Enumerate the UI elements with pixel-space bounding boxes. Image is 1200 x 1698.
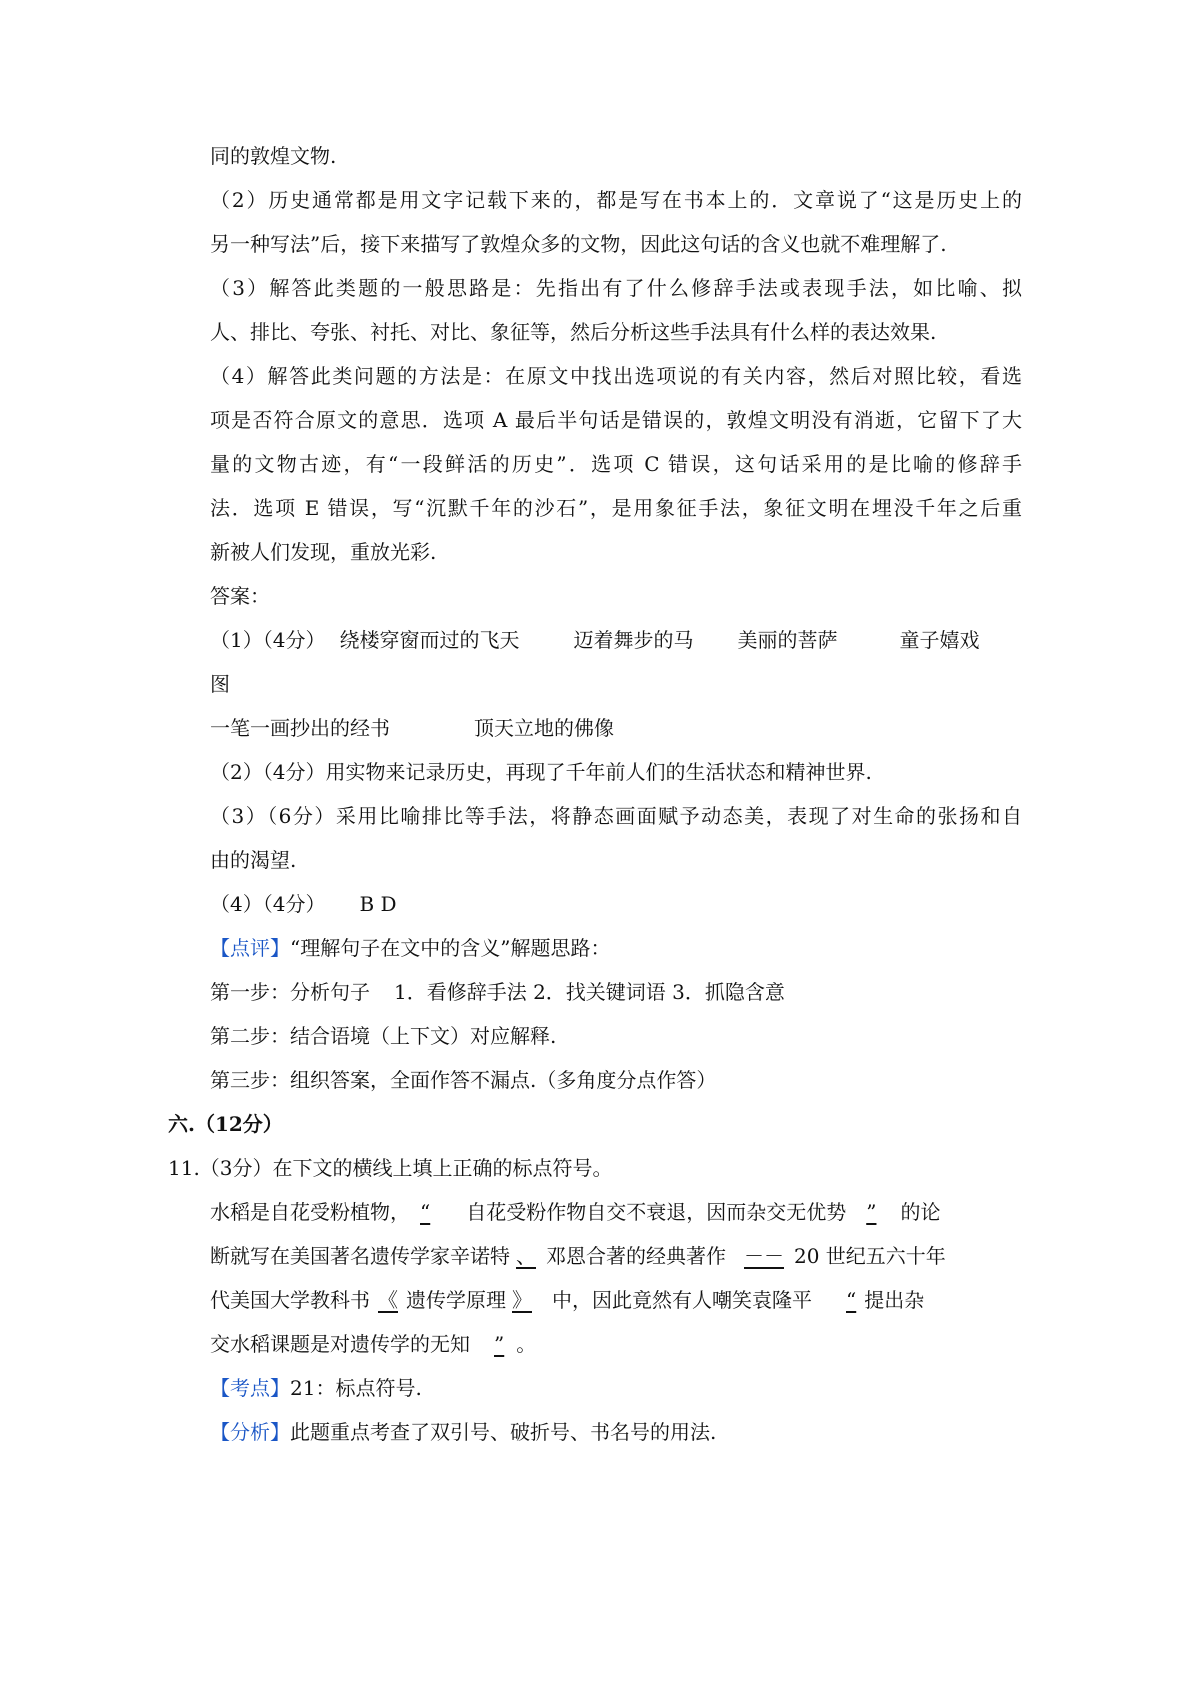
- text-line: （4）解答此类问题的方法是：在原文中找出选项说的有关内容，然后对照比较，看选: [210, 364, 1022, 388]
- answer-line: （1）（4分） 绕楼穿窗而过的飞天 迈着舞步的马 美丽的菩萨 童子嬉戏: [210, 628, 980, 652]
- text-line: 项是否符合原文的意思．选项 A 最后半句话是错误的，敦煌文明没有消逝，它留下了大: [210, 408, 1022, 432]
- question-passage-line: 水稻是自花受粉植物， “ 自花受粉作物自交不衰退，因而杂交无优势 ” 的论: [210, 1200, 941, 1224]
- analysis-tag: 【分析】: [210, 1420, 290, 1444]
- question-passage-line: 代美国大学教科书 《 遗传学原理 》 中，因此竟然有人嘲笑袁隆平 “ 提出杂: [210, 1288, 925, 1312]
- text-line: 第一步：分析句子 1．看修辞手法 2．找关键词语 3．抓隐含意: [210, 980, 785, 1004]
- answer-blank: ”: [494, 1332, 505, 1356]
- knowledge-point-line: 【考点】21：标点符号.: [210, 1376, 422, 1400]
- answer-blank: ”: [866, 1200, 877, 1224]
- text-line: 由的渴望.: [210, 848, 297, 872]
- answer-blank: 《: [378, 1288, 398, 1312]
- text-line: 第二步：结合语境（上下文）对应解释.: [210, 1024, 557, 1048]
- knowledge-point-tag: 【考点】: [210, 1376, 290, 1400]
- text-line: 同的敦煌文物.: [210, 144, 337, 168]
- text-line: （3）解答此类题的一般思路是：先指出有了什么修辞手法或表现手法，如比喻、拟: [210, 276, 1022, 300]
- text-line: 另一种写法”后，接下来描写了敦煌众多的文物，因此这句话的含义也就不难理解了.: [210, 232, 947, 256]
- answer-line: 一笔一画抄出的经书 顶天立地的佛像: [210, 716, 614, 740]
- review-line: 【点评】“理解句子在文中的含义”解题思路：: [210, 936, 611, 960]
- analysis-line: 【分析】此题重点考查了双引号、破折号、书名号的用法.: [210, 1420, 717, 1444]
- text-line: 新被人们发现，重放光彩.: [210, 540, 437, 564]
- text-line: 量的文物古迹，有“一段鲜活的历史”．选项 C 错误，这句话采用的是比喻的修辞手: [210, 452, 1022, 476]
- text-line: 人、排比、夸张、衬托、对比、象征等，然后分析这些手法具有什么样的表达效果.: [210, 320, 937, 344]
- text-line: （2）历史通常都是用文字记载下来的，都是写在书本上的．文章说了“这是历史上的: [210, 188, 1022, 212]
- answer-heading: 答案：: [210, 584, 270, 608]
- answer-line: （4）（4分） B D: [210, 892, 397, 916]
- text-line: 法．选项 E 错误，写“沉默千年的沙石”，是用象征手法，象征文明在埋没千年之后重: [210, 496, 1022, 520]
- question-title: 11.（3分）在下文的横线上填上正确的标点符号。: [168, 1156, 613, 1180]
- question-passage-line: 交水稻课题是对遗传学的无知 ” 。: [210, 1332, 537, 1356]
- answer-blank: “: [846, 1288, 857, 1312]
- answer-line: （3）（6分）采用比喻排比等手法，将静态画面赋予动态美，表现了对生命的张扬和自: [210, 804, 1022, 828]
- answer-blank: －－: [744, 1244, 784, 1268]
- question-passage-line: 断就写在美国著名遗传学家辛诺特 、 邓恩合著的经典著作 －－ 20 世纪五六十年: [210, 1244, 946, 1268]
- text-line: 图: [210, 672, 230, 696]
- section-heading: 六.（12分）: [168, 1112, 283, 1136]
- answer-blank: “: [420, 1200, 431, 1224]
- review-tag: 【点评】: [210, 936, 290, 960]
- answer-line: （2）（4分）用实物来记录历史，再现了千年前人们的生活状态和精神世界.: [210, 760, 872, 784]
- answer-blank: 、: [516, 1244, 536, 1268]
- answer-blank: 》: [512, 1288, 532, 1312]
- text-line: 第三步：组织答案，全面作答不漏点.（多角度分点作答）: [210, 1068, 717, 1092]
